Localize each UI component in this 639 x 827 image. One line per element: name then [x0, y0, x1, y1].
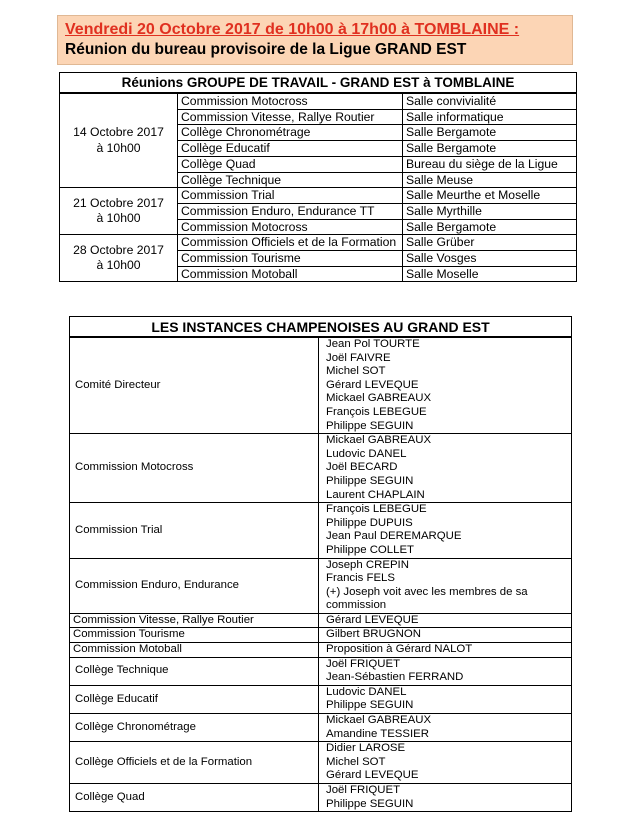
event-subtitle: Réunion du bureau provisoire de la Ligue GRAND EST	[65, 41, 467, 58]
member-name: Joël FRIQUET	[326, 657, 401, 670]
instance-members	[319, 742, 572, 784]
instance-row	[70, 714, 572, 742]
commission-name: Commission Motocross	[178, 93, 403, 109]
commission-name: Commission Motocross	[178, 219, 403, 235]
instance-name: Commission Trial	[70, 503, 319, 558]
member-name: Amandine TESSIER	[326, 727, 429, 740]
room-name: Salle Grüber	[403, 235, 577, 251]
event-date-title: Vendredi 20 Octobre 2017 de 10h00 à 17h00 à TOMBLAINE :	[65, 21, 520, 38]
member-name: Jean Paul DEREMARQUE	[326, 530, 462, 543]
instances-table	[69, 316, 572, 812]
meeting-date	[60, 188, 178, 235]
meeting-date	[60, 93, 178, 188]
member-name: Joël FAIVRE	[326, 351, 391, 364]
instance-members	[319, 714, 572, 742]
member-name: Ludovic DANEL	[326, 685, 407, 698]
instance-name: Commission Vitesse, Rallye Routier	[70, 613, 319, 628]
member-name: Gérard LEVEQUE	[326, 378, 419, 391]
instance-members	[319, 685, 572, 713]
commission-name: Commission Vitesse, Rallye Routier	[178, 109, 403, 125]
meeting-row	[60, 235, 577, 251]
instance-members	[319, 613, 572, 628]
meeting-date-day: 14 Octobre 2017	[73, 125, 164, 140]
meeting-date-time: à 10h00	[96, 211, 141, 226]
member-name: François LEBEGUE	[326, 503, 427, 516]
member-name: Michel SOT	[326, 365, 386, 378]
working-group-table	[59, 72, 577, 282]
room-name: Salle informatique	[403, 109, 577, 125]
member-name: Didier LAROSE	[326, 742, 406, 755]
instance-name: Collège Chronométrage	[70, 714, 319, 742]
instance-members	[319, 628, 572, 643]
member-name: Joël BECARD	[326, 461, 398, 474]
member-name: Philippe COLLET	[326, 543, 415, 556]
working-group-title: Réunions GROUPE DE TRAVAIL - GRAND EST à TOMBLAINE	[60, 73, 577, 94]
member-name: (+) Joseph voit avec les membres de sa commission	[326, 585, 528, 612]
commission-name: Commission Motoball	[178, 266, 403, 282]
event-banner	[57, 15, 573, 65]
member-name: Philippe SEGUIN	[326, 474, 414, 487]
instance-row	[70, 503, 572, 558]
member-name: Ludovic DANEL	[326, 447, 407, 460]
commission-name: Commission Trial	[178, 188, 403, 204]
member-name: Gérard LEVEQUE	[326, 769, 419, 782]
room-name: Salle Meuse	[403, 172, 577, 188]
member-name: Michel SOT	[326, 755, 386, 768]
instance-row	[70, 742, 572, 784]
commission-name: Collège Technique	[178, 172, 403, 188]
instance-members	[319, 558, 572, 613]
member-name: Philippe DUPUIS	[326, 516, 413, 529]
room-name: Bureau du siège de la Ligue	[403, 156, 577, 172]
instance-name: Commission Motocross	[70, 434, 319, 503]
instance-row	[70, 685, 572, 713]
instance-name: Collège Quad	[70, 784, 319, 812]
member-name: Mickael GABREAUX	[326, 434, 432, 447]
member-name: Jean-Sébastien FERRAND	[326, 671, 464, 684]
instance-members	[319, 503, 572, 558]
room-name: Salle Bergamote	[403, 219, 577, 235]
meeting-row	[60, 188, 577, 204]
instance-row	[70, 657, 572, 685]
instance-name: Collège Officiels et de la Formation	[70, 742, 319, 784]
instance-name: Commission Enduro, Endurance	[70, 558, 319, 613]
meeting-row	[60, 93, 577, 109]
instance-members	[319, 337, 572, 434]
member-name: Philippe SEGUIN	[326, 419, 414, 432]
member-name: Mickael GABREAUX	[326, 392, 432, 405]
meeting-date-day: 28 Octobre 2017	[73, 242, 164, 257]
room-name: Salle Meurthe et Moselle	[403, 188, 577, 204]
instance-name: Collège Educatif	[70, 685, 319, 713]
room-name: Salle Myrthille	[403, 203, 577, 219]
instance-row	[70, 643, 572, 658]
meeting-date-day: 21 Octobre 2017	[73, 195, 164, 210]
member-name: François LEBEGUE	[326, 405, 427, 418]
commission-name: Commission Officiels et de la Formation	[178, 235, 403, 251]
commission-name: Commission Enduro, Endurance TT	[178, 203, 403, 219]
member-name: Gérard LEVEQUE	[326, 613, 419, 626]
member-name: Mickael GABREAUX	[326, 714, 432, 727]
instance-row	[70, 613, 572, 628]
commission-name: Commission Tourisme	[178, 251, 403, 267]
room-name: Salle Moselle	[403, 266, 577, 282]
room-name: Salle convivialité	[403, 93, 577, 109]
instance-name: Commission Tourisme	[70, 628, 319, 643]
member-name: Joël FRIQUET	[326, 784, 401, 796]
instance-row	[70, 784, 572, 812]
instance-members	[319, 657, 572, 685]
room-name: Salle Bergamote	[403, 125, 577, 141]
meeting-date	[60, 235, 178, 282]
room-name: Salle Bergamote	[403, 141, 577, 157]
instance-row	[70, 337, 572, 434]
instance-name: Comité Directeur	[70, 337, 319, 434]
commission-name: Collège Quad	[178, 156, 403, 172]
meeting-date-time: à 10h00	[96, 140, 141, 155]
instance-members	[319, 784, 572, 812]
instance-row	[70, 434, 572, 503]
member-name: Philippe SEGUIN	[326, 797, 414, 810]
instances-title: LES INSTANCES CHAMPENOISES AU GRAND EST	[70, 317, 572, 338]
member-name: Laurent CHAPLAIN	[326, 488, 425, 501]
instance-name: Commission Motoball	[70, 643, 319, 658]
room-name: Salle Vosges	[403, 251, 577, 267]
member-name: Jean Pol TOURTE	[326, 338, 420, 350]
member-name: Joseph CREPIN	[326, 558, 409, 571]
member-name: Francis FELS	[326, 572, 395, 585]
instance-row	[70, 628, 572, 643]
commission-name: Collège Chronométrage	[178, 125, 403, 141]
instance-name: Collège Technique	[70, 657, 319, 685]
meeting-date-time: à 10h00	[96, 258, 141, 273]
instance-members	[319, 434, 572, 503]
member-name: Philippe SEGUIN	[326, 699, 414, 712]
member-name: Gilbert BRUGNON	[326, 628, 421, 641]
member-name: Proposition à Gérard NALOT	[326, 643, 473, 656]
instance-members	[319, 643, 572, 658]
commission-name: Collège Educatif	[178, 141, 403, 157]
instance-row	[70, 558, 572, 613]
